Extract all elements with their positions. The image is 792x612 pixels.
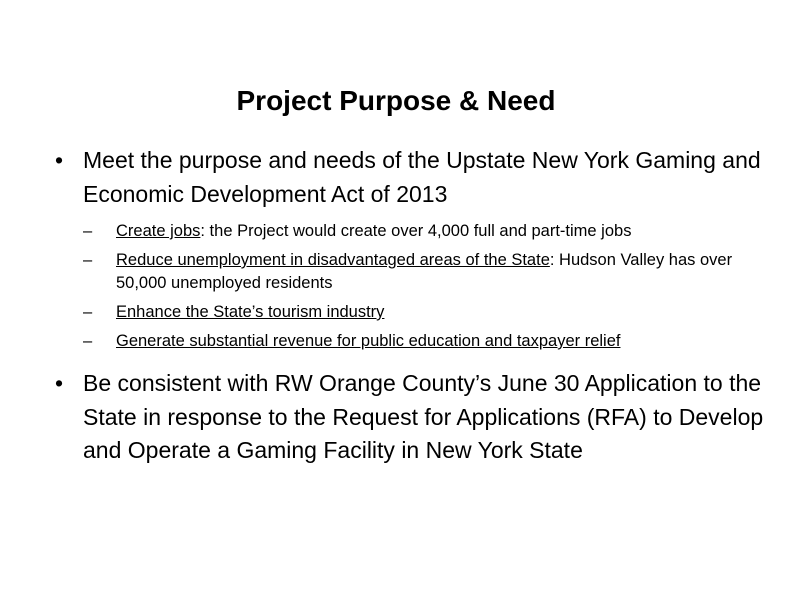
sub-bullet-text: : the Project would create over 4,000 full and part-time jobs <box>200 222 632 240</box>
dash-marker: – <box>83 303 93 321</box>
bullet-text: Meet the purpose and needs of the Upstate New York Gaming and Economic Development Act of 2013 <box>83 147 761 207</box>
slide-title: Project Purpose & Need <box>236 85 556 116</box>
sub-bullet-reduce-unemployment <box>83 249 780 295</box>
bullet-marker: • <box>55 147 64 173</box>
sub-bullet-heading: Generate substantial revenue for public education and taxpayer relief <box>116 332 621 350</box>
sub-bullet-tourism <box>83 301 780 324</box>
sub-bullet-heading: Reduce unemployment in disadvantaged areas of the State <box>116 251 550 269</box>
bullet-text: Be consistent with RW Orange County’s June 30 Application to the State in response to the Request for Applications (RFA) to Develop and Operate a Gaming Facility in New York State <box>83 370 764 463</box>
dash-marker: – <box>83 332 93 350</box>
bullet-list <box>50 144 780 468</box>
sub-bullet-revenue <box>83 330 780 353</box>
sub-bullet-heading: Enhance the State’s tourism industry <box>116 303 385 321</box>
sub-bullet-text: : Hudson Valley has over 50,000 unemployed residents <box>116 251 733 292</box>
dash-marker: – <box>83 251 93 269</box>
bullet-marker: • <box>55 370 64 396</box>
bullet-item-rw-orange-county <box>50 367 780 468</box>
sub-bullet-list <box>83 220 780 353</box>
sub-bullet-heading: Create jobs <box>116 222 201 240</box>
sub-bullet-create-jobs <box>83 220 780 243</box>
dash-marker: – <box>83 222 93 240</box>
bullet-item-gaming-act <box>50 144 780 353</box>
